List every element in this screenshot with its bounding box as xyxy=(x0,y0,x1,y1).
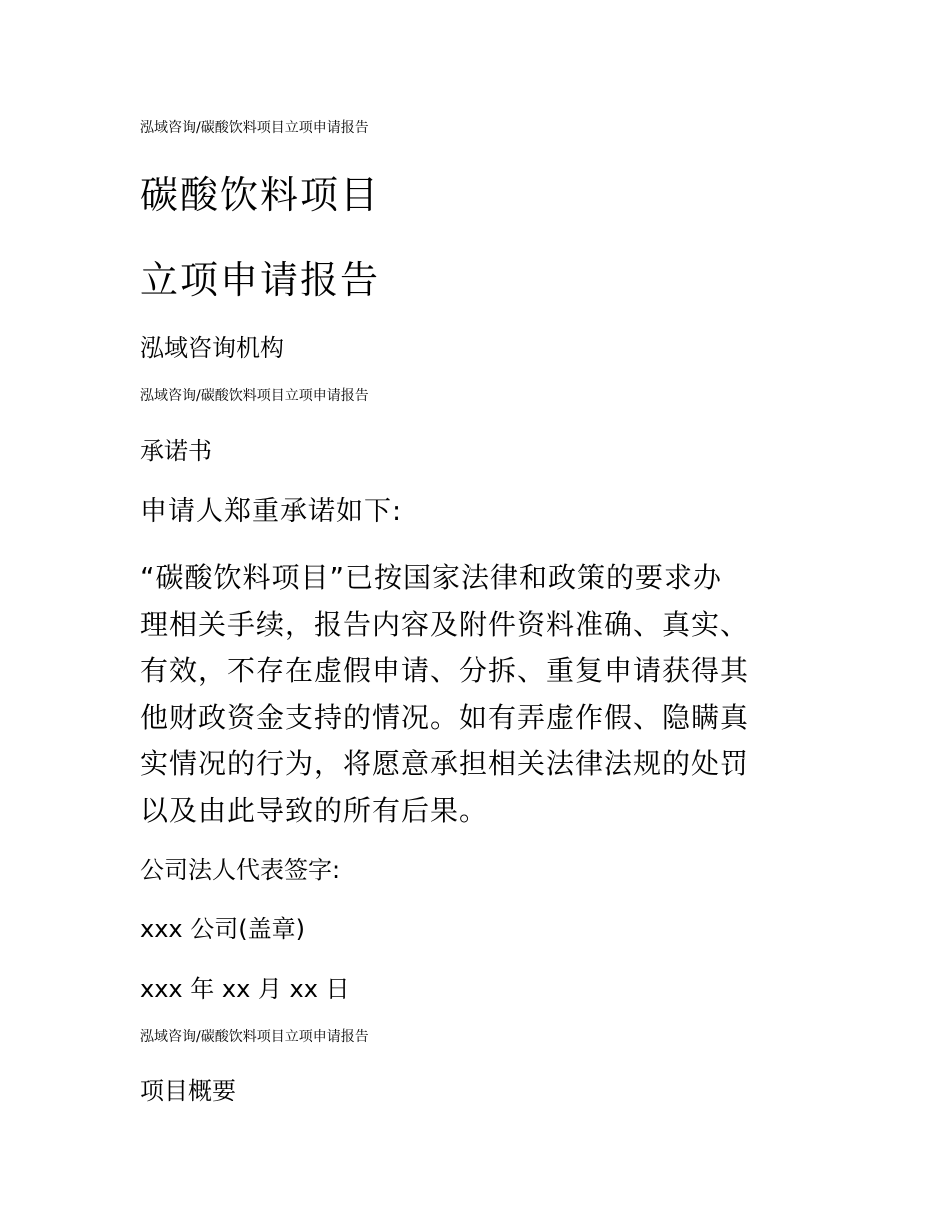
company-seal-line: xxx 公司(盖章) xyxy=(140,915,305,943)
running-header: 泓域咨询/碳酸饮料项目立项申请报告 xyxy=(140,120,369,136)
running-header: 泓域咨询/碳酸饮料项目立项申请报告 xyxy=(140,1029,369,1045)
commitment-paragraph xyxy=(140,555,810,834)
commitment-intro: 申请人郑重承诺如下: xyxy=(140,496,403,527)
running-header: 泓域咨询/碳酸饮料项目立项申请报告 xyxy=(140,388,369,404)
paragraph-line: 理相关手续，报告内容及附件资料准确、真实、 xyxy=(140,607,750,641)
paragraph-line: 以及由此导致的所有后果。 xyxy=(140,793,489,827)
paragraph-line: 他财政资金支持的情况。如有弄虚作假、隐瞒真 xyxy=(140,700,750,734)
cover-title-line-1: 碳酸饮料项目 xyxy=(140,173,381,217)
paragraph-line: “碳酸饮料项目”已按国家法律和政策的要求办 xyxy=(140,561,723,594)
summary-heading: 项目概要 xyxy=(140,1077,236,1105)
date-line: xxx 年 xx 月 xx 日 xyxy=(140,975,350,1003)
paragraph-line: 实情况的行为，将愿意承担相关法律法规的处罚 xyxy=(140,747,750,780)
commitment-heading: 承诺书 xyxy=(140,437,212,465)
signature-label: 公司法人代表签字: xyxy=(140,856,341,884)
cover-organization: 泓域咨询机构 xyxy=(140,334,284,362)
paragraph-line: 有效，不存在虚假申请、分拆、重复申请获得其 xyxy=(140,654,750,687)
cover-title-line-2: 立项申请报告 xyxy=(140,258,381,302)
